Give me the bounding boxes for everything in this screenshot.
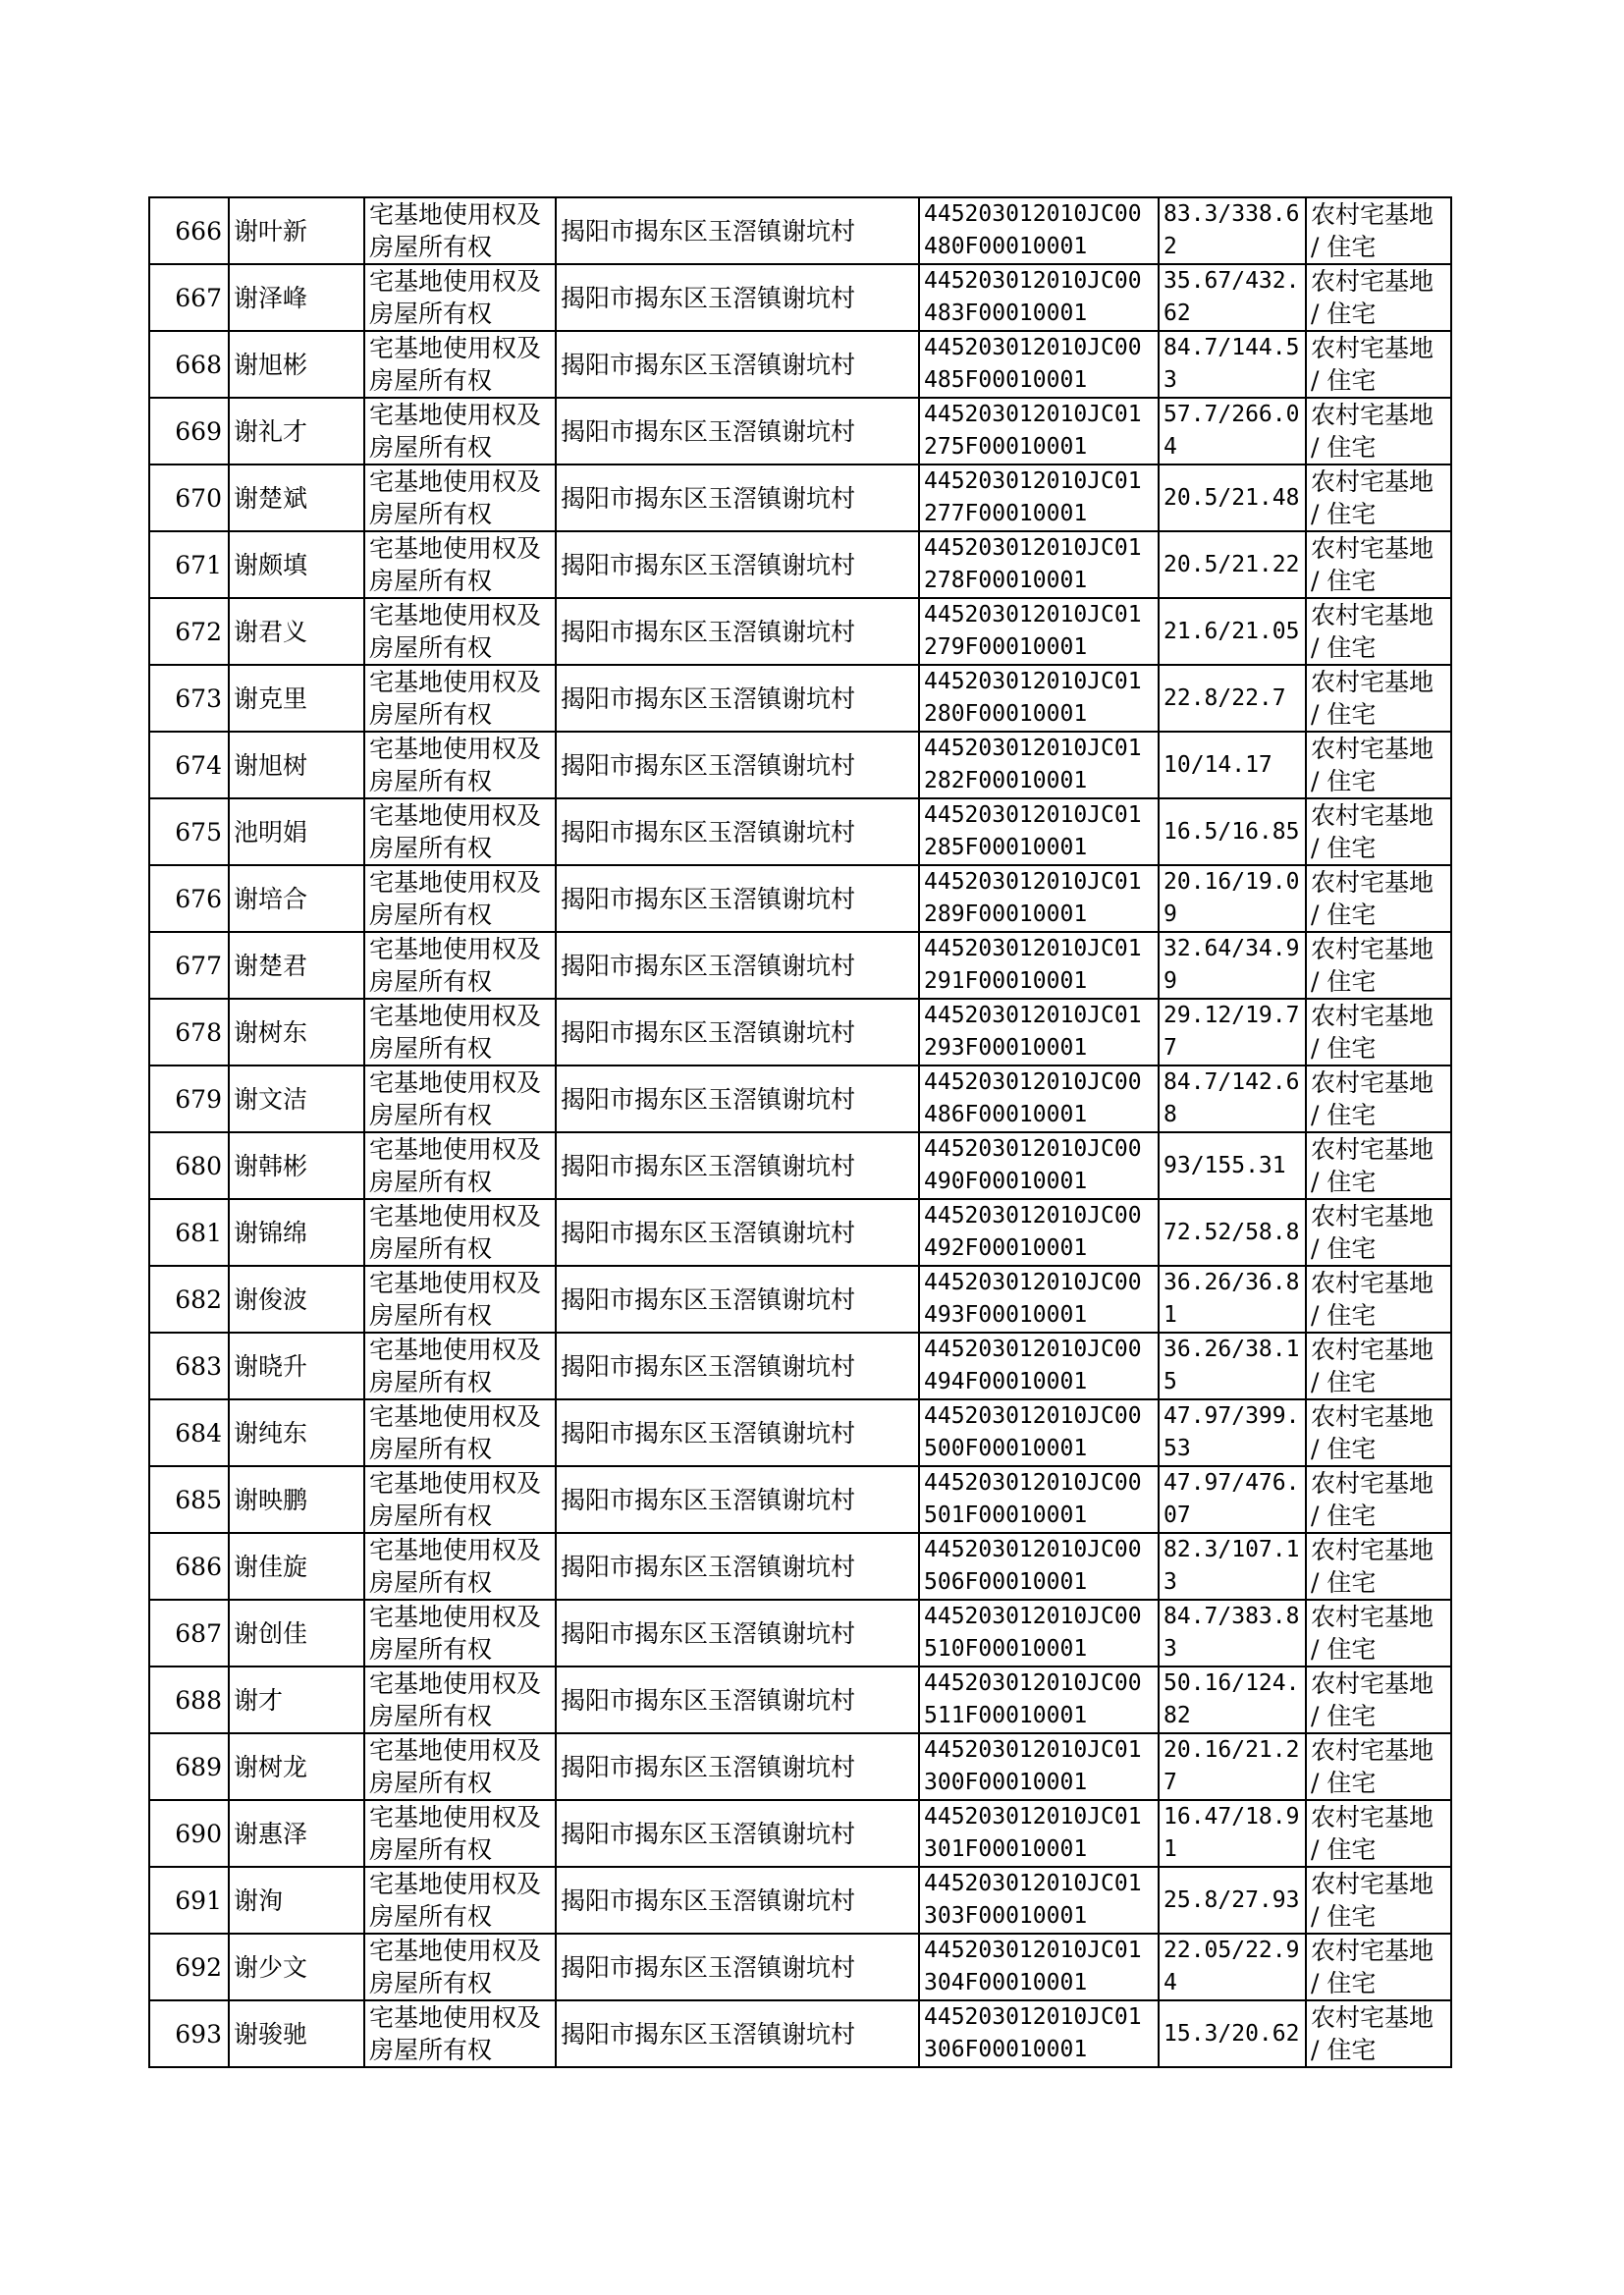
area-cell: 84.7/383.83 [1159,1600,1306,1667]
table-row [149,932,1451,999]
area-cell: 10/14.17 [1159,732,1306,798]
address-cell: 揭阳市揭东区玉滘镇谢坑村 [556,264,919,331]
right-type-cell: 宅基地使用权及房屋所有权 [364,1934,556,2000]
right-type-cell: 宅基地使用权及房屋所有权 [364,665,556,732]
row-number-cell: 690 [149,1800,229,1867]
owner-name-cell: 谢礼才 [229,398,364,464]
area-cell: 47.97/399.53 [1159,1399,1306,1466]
address-cell: 揭阳市揭东区玉滘镇谢坑村 [556,798,919,865]
address-cell: 揭阳市揭东区玉滘镇谢坑村 [556,2000,919,2067]
table-row [149,264,1451,331]
table-row [149,1466,1451,1533]
parcel-code-cell: 445203012010JC00493F00010001 [919,1266,1159,1333]
owner-name-cell: 谢楚斌 [229,464,364,531]
row-number-cell: 681 [149,1199,229,1266]
table-row [149,331,1451,398]
land-use-cell: 农村宅基地 / 住宅 [1306,1466,1451,1533]
parcel-code-cell: 445203012010JC00480F00010001 [919,197,1159,264]
right-type-cell: 宅基地使用权及房屋所有权 [364,1600,556,1667]
area-cell: 32.64/34.99 [1159,932,1306,999]
row-number-cell: 686 [149,1533,229,1600]
land-use-cell: 农村宅基地 / 住宅 [1306,932,1451,999]
owner-name-cell: 谢俊波 [229,1266,364,1333]
row-number-cell: 674 [149,732,229,798]
area-cell: 47.97/476.07 [1159,1466,1306,1533]
address-cell: 揭阳市揭东区玉滘镇谢坑村 [556,398,919,464]
owner-name-cell: 谢少文 [229,1934,364,2000]
owner-name-cell: 谢惠泽 [229,1800,364,1867]
owner-name-cell: 谢锦绵 [229,1199,364,1266]
table-row [149,1066,1451,1132]
owner-name-cell: 谢培合 [229,865,364,932]
right-type-cell: 宅基地使用权及房屋所有权 [364,1333,556,1399]
address-cell: 揭阳市揭东区玉滘镇谢坑村 [556,197,919,264]
row-number-cell: 672 [149,598,229,665]
right-type-cell: 宅基地使用权及房屋所有权 [364,264,556,331]
address-cell: 揭阳市揭东区玉滘镇谢坑村 [556,1533,919,1600]
table-row [149,464,1451,531]
right-type-cell: 宅基地使用权及房屋所有权 [364,1199,556,1266]
area-cell: 22.8/22.7 [1159,665,1306,732]
owner-name-cell: 谢才 [229,1667,364,1733]
row-number-cell: 687 [149,1600,229,1667]
land-use-cell: 农村宅基地 / 住宅 [1306,665,1451,732]
parcel-code-cell: 445203012010JC01279F00010001 [919,598,1159,665]
area-cell: 16.5/16.85 [1159,798,1306,865]
row-number-cell: 667 [149,264,229,331]
parcel-code-cell: 445203012010JC00500F00010001 [919,1399,1159,1466]
land-use-cell: 农村宅基地 / 住宅 [1306,331,1451,398]
row-number-cell: 666 [149,197,229,264]
land-use-cell: 农村宅基地 / 住宅 [1306,732,1451,798]
table-row [149,732,1451,798]
right-type-cell: 宅基地使用权及房屋所有权 [364,1399,556,1466]
table-row [149,1800,1451,1867]
registry-table-body [149,197,1451,2067]
owner-name-cell: 池明娟 [229,798,364,865]
table-row [149,1533,1451,1600]
area-cell: 20.5/21.22 [1159,531,1306,598]
land-use-cell: 农村宅基地 / 住宅 [1306,464,1451,531]
parcel-code-cell: 445203012010JC00510F00010001 [919,1600,1159,1667]
area-cell: 21.6/21.05 [1159,598,1306,665]
owner-name-cell: 谢泽峰 [229,264,364,331]
row-number-cell: 677 [149,932,229,999]
area-cell: 50.16/124.82 [1159,1667,1306,1733]
parcel-code-cell: 445203012010JC01301F00010001 [919,1800,1159,1867]
right-type-cell: 宅基地使用权及房屋所有权 [364,197,556,264]
right-type-cell: 宅基地使用权及房屋所有权 [364,865,556,932]
area-cell: 72.52/58.8 [1159,1199,1306,1266]
land-use-cell: 农村宅基地 / 住宅 [1306,1733,1451,1800]
owner-name-cell: 谢旭树 [229,732,364,798]
row-number-cell: 688 [149,1667,229,1733]
table-row [149,1266,1451,1333]
parcel-code-cell: 445203012010JC01303F00010001 [919,1867,1159,1934]
row-number-cell: 691 [149,1867,229,1934]
land-use-cell: 农村宅基地 / 住宅 [1306,2000,1451,2067]
address-cell: 揭阳市揭东区玉滘镇谢坑村 [556,1733,919,1800]
parcel-code-cell: 445203012010JC01282F00010001 [919,732,1159,798]
land-use-cell: 农村宅基地 / 住宅 [1306,1667,1451,1733]
parcel-code-cell: 445203012010JC00483F00010001 [919,264,1159,331]
table-row [149,1199,1451,1266]
table-row [149,865,1451,932]
area-cell: 20.5/21.48 [1159,464,1306,531]
land-use-cell: 农村宅基地 / 住宅 [1306,264,1451,331]
right-type-cell: 宅基地使用权及房屋所有权 [364,798,556,865]
land-use-cell: 农村宅基地 / 住宅 [1306,1333,1451,1399]
table-row [149,1667,1451,1733]
land-use-cell: 农村宅基地 / 住宅 [1306,865,1451,932]
parcel-code-cell: 445203012010JC01275F00010001 [919,398,1159,464]
address-cell: 揭阳市揭东区玉滘镇谢坑村 [556,665,919,732]
parcel-code-cell: 445203012010JC01300F00010001 [919,1733,1159,1800]
address-cell: 揭阳市揭东区玉滘镇谢坑村 [556,1867,919,1934]
owner-name-cell: 谢克里 [229,665,364,732]
right-type-cell: 宅基地使用权及房屋所有权 [364,531,556,598]
area-cell: 36.26/36.81 [1159,1266,1306,1333]
area-cell: 22.05/22.94 [1159,1934,1306,2000]
table-row [149,1600,1451,1667]
address-cell: 揭阳市揭东区玉滘镇谢坑村 [556,331,919,398]
address-cell: 揭阳市揭东区玉滘镇谢坑村 [556,1934,919,2000]
area-cell: 84.7/142.68 [1159,1066,1306,1132]
land-use-cell: 农村宅基地 / 住宅 [1306,1066,1451,1132]
area-cell: 93/155.31 [1159,1132,1306,1199]
parcel-code-cell: 445203012010JC00492F00010001 [919,1199,1159,1266]
area-cell: 57.7/266.04 [1159,398,1306,464]
address-cell: 揭阳市揭东区玉滘镇谢坑村 [556,732,919,798]
parcel-code-cell: 445203012010JC01304F00010001 [919,1934,1159,2000]
row-number-cell: 670 [149,464,229,531]
table-row [149,1333,1451,1399]
address-cell: 揭阳市揭东区玉滘镇谢坑村 [556,531,919,598]
row-number-cell: 676 [149,865,229,932]
address-cell: 揭阳市揭东区玉滘镇谢坑村 [556,464,919,531]
row-number-cell: 692 [149,1934,229,2000]
parcel-code-cell: 445203012010JC00494F00010001 [919,1333,1159,1399]
parcel-code-cell: 445203012010JC01285F00010001 [919,798,1159,865]
right-type-cell: 宅基地使用权及房屋所有权 [364,1132,556,1199]
address-cell: 揭阳市揭东区玉滘镇谢坑村 [556,1800,919,1867]
right-type-cell: 宅基地使用权及房屋所有权 [364,598,556,665]
parcel-code-cell: 445203012010JC00506F00010001 [919,1533,1159,1600]
right-type-cell: 宅基地使用权及房屋所有权 [364,398,556,464]
land-use-cell: 农村宅基地 / 住宅 [1306,398,1451,464]
owner-name-cell: 谢楚君 [229,932,364,999]
owner-name-cell: 谢文洁 [229,1066,364,1132]
address-cell: 揭阳市揭东区玉滘镇谢坑村 [556,1199,919,1266]
land-use-cell: 农村宅基地 / 住宅 [1306,1867,1451,1934]
owner-name-cell: 谢晓升 [229,1333,364,1399]
right-type-cell: 宅基地使用权及房屋所有权 [364,1867,556,1934]
address-cell: 揭阳市揭东区玉滘镇谢坑村 [556,1399,919,1466]
owner-name-cell: 谢颇填 [229,531,364,598]
land-use-cell: 农村宅基地 / 住宅 [1306,598,1451,665]
row-number-cell: 673 [149,665,229,732]
row-number-cell: 669 [149,398,229,464]
parcel-code-cell: 445203012010JC01280F00010001 [919,665,1159,732]
land-use-cell: 农村宅基地 / 住宅 [1306,1199,1451,1266]
parcel-code-cell: 445203012010JC00486F00010001 [919,1066,1159,1132]
table-row [149,598,1451,665]
row-number-cell: 668 [149,331,229,398]
owner-name-cell: 谢树东 [229,999,364,1066]
address-cell: 揭阳市揭东区玉滘镇谢坑村 [556,1667,919,1733]
address-cell: 揭阳市揭东区玉滘镇谢坑村 [556,1600,919,1667]
area-cell: 15.3/20.62 [1159,2000,1306,2067]
right-type-cell: 宅基地使用权及房屋所有权 [364,1800,556,1867]
table-row [149,2000,1451,2067]
land-use-cell: 农村宅基地 / 住宅 [1306,1533,1451,1600]
right-type-cell: 宅基地使用权及房屋所有权 [364,1733,556,1800]
right-type-cell: 宅基地使用权及房屋所有权 [364,1066,556,1132]
address-cell: 揭阳市揭东区玉滘镇谢坑村 [556,1333,919,1399]
area-cell: 20.16/19.09 [1159,865,1306,932]
owner-name-cell: 谢树龙 [229,1733,364,1800]
land-use-cell: 农村宅基地 / 住宅 [1306,1934,1451,2000]
address-cell: 揭阳市揭东区玉滘镇谢坑村 [556,598,919,665]
land-use-cell: 农村宅基地 / 住宅 [1306,798,1451,865]
land-use-cell: 农村宅基地 / 住宅 [1306,999,1451,1066]
right-type-cell: 宅基地使用权及房屋所有权 [364,1533,556,1600]
land-use-cell: 农村宅基地 / 住宅 [1306,197,1451,264]
row-number-cell: 675 [149,798,229,865]
table-row [149,1733,1451,1800]
table-row [149,1399,1451,1466]
parcel-code-cell: 445203012010JC00501F00010001 [919,1466,1159,1533]
area-cell: 25.8/27.93 [1159,1867,1306,1934]
row-number-cell: 678 [149,999,229,1066]
parcel-code-cell: 445203012010JC01278F00010001 [919,531,1159,598]
row-number-cell: 680 [149,1132,229,1199]
area-cell: 20.16/21.27 [1159,1733,1306,1800]
right-type-cell: 宅基地使用权及房屋所有权 [364,932,556,999]
owner-name-cell: 谢佳旋 [229,1533,364,1600]
right-type-cell: 宅基地使用权及房屋所有权 [364,1266,556,1333]
row-number-cell: 671 [149,531,229,598]
owner-name-cell: 谢叶新 [229,197,364,264]
parcel-code-cell: 445203012010JC00511F00010001 [919,1667,1159,1733]
address-cell: 揭阳市揭东区玉滘镇谢坑村 [556,1132,919,1199]
area-cell: 35.67/432.62 [1159,264,1306,331]
address-cell: 揭阳市揭东区玉滘镇谢坑村 [556,932,919,999]
table-row [149,999,1451,1066]
parcel-code-cell: 445203012010JC00490F00010001 [919,1132,1159,1199]
right-type-cell: 宅基地使用权及房屋所有权 [364,331,556,398]
table-row [149,531,1451,598]
parcel-code-cell: 445203012010JC01291F00010001 [919,932,1159,999]
area-cell: 83.3/338.62 [1159,197,1306,264]
registry-table [148,196,1452,2068]
row-number-cell: 684 [149,1399,229,1466]
owner-name-cell: 谢映鹏 [229,1466,364,1533]
land-use-cell: 农村宅基地 / 住宅 [1306,531,1451,598]
right-type-cell: 宅基地使用权及房屋所有权 [364,1466,556,1533]
area-cell: 84.7/144.53 [1159,331,1306,398]
right-type-cell: 宅基地使用权及房屋所有权 [364,732,556,798]
owner-name-cell: 谢骏驰 [229,2000,364,2067]
land-use-cell: 农村宅基地 / 住宅 [1306,1800,1451,1867]
owner-name-cell: 谢君义 [229,598,364,665]
row-number-cell: 693 [149,2000,229,2067]
row-number-cell: 683 [149,1333,229,1399]
owner-name-cell: 谢纯东 [229,1399,364,1466]
row-number-cell: 689 [149,1733,229,1800]
owner-name-cell: 谢韩彬 [229,1132,364,1199]
row-number-cell: 685 [149,1466,229,1533]
table-row [149,665,1451,732]
right-type-cell: 宅基地使用权及房屋所有权 [364,1667,556,1733]
parcel-code-cell: 445203012010JC01289F00010001 [919,865,1159,932]
table-row [149,398,1451,464]
right-type-cell: 宅基地使用权及房屋所有权 [364,2000,556,2067]
right-type-cell: 宅基地使用权及房屋所有权 [364,999,556,1066]
area-cell: 36.26/38.15 [1159,1333,1306,1399]
right-type-cell: 宅基地使用权及房屋所有权 [364,464,556,531]
table-row [149,798,1451,865]
owner-name-cell: 谢旭彬 [229,331,364,398]
table-row [149,1934,1451,2000]
table-row [149,1867,1451,1934]
address-cell: 揭阳市揭东区玉滘镇谢坑村 [556,1266,919,1333]
parcel-code-cell: 445203012010JC01306F00010001 [919,2000,1159,2067]
address-cell: 揭阳市揭东区玉滘镇谢坑村 [556,1466,919,1533]
address-cell: 揭阳市揭东区玉滘镇谢坑村 [556,999,919,1066]
parcel-code-cell: 445203012010JC00485F00010001 [919,331,1159,398]
parcel-code-cell: 445203012010JC01293F00010001 [919,999,1159,1066]
land-use-cell: 农村宅基地 / 住宅 [1306,1266,1451,1333]
land-use-cell: 农村宅基地 / 住宅 [1306,1132,1451,1199]
registry-sheet [148,196,1450,2068]
row-number-cell: 679 [149,1066,229,1132]
land-use-cell: 农村宅基地 / 住宅 [1306,1399,1451,1466]
area-cell: 16.47/18.91 [1159,1800,1306,1867]
address-cell: 揭阳市揭东区玉滘镇谢坑村 [556,1066,919,1132]
address-cell: 揭阳市揭东区玉滘镇谢坑村 [556,865,919,932]
owner-name-cell: 谢洵 [229,1867,364,1934]
owner-name-cell: 谢创佳 [229,1600,364,1667]
area-cell: 82.3/107.13 [1159,1533,1306,1600]
table-row [149,197,1451,264]
area-cell: 29.12/19.77 [1159,999,1306,1066]
parcel-code-cell: 445203012010JC01277F00010001 [919,464,1159,531]
land-use-cell: 农村宅基地 / 住宅 [1306,1600,1451,1667]
row-number-cell: 682 [149,1266,229,1333]
table-row [149,1132,1451,1199]
